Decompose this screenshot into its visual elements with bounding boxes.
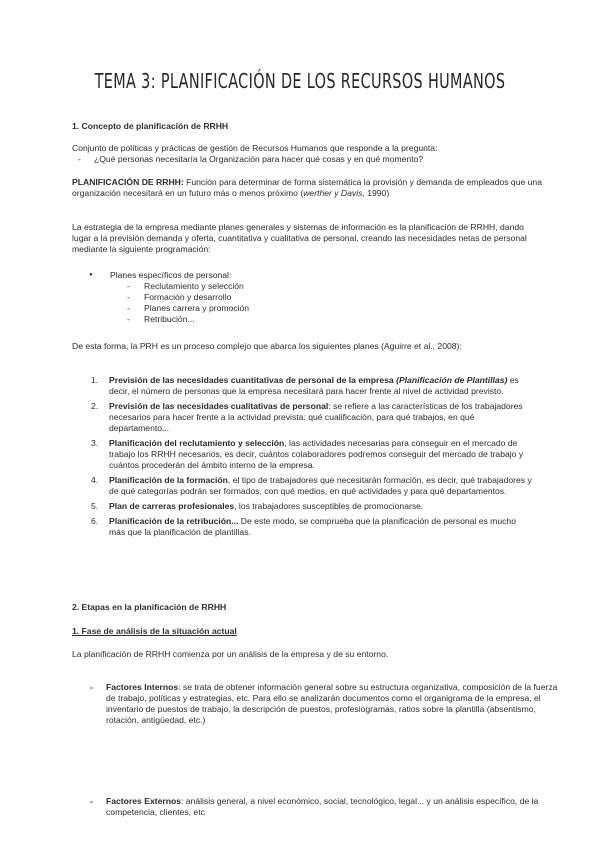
s1-intro: Conjunto de políticas y prácticas de gestión de Recursos Humanos que responde a la pregunta: bbox=[72, 143, 438, 153]
definition-text: Función para determinar de forma sistemática la provisión y demanda de empleados que una organización necesitará en un futuro más o menos próximo ( bbox=[72, 177, 542, 198]
definition-term: PLANIFICACIÓN DE RRHH: bbox=[72, 177, 184, 187]
section-2-heading: 2. Etapas en la planificación de RRHH bbox=[72, 602, 227, 612]
s2-intro: La planificación de RRHH comienza por un análisis de la empresa y de su entorno. bbox=[72, 649, 389, 659]
plans-numbered-list bbox=[72, 375, 532, 542]
definition-citation: werther y Davis bbox=[303, 188, 363, 198]
plan-item: 1. Previsión de las necesidades cuantitativas de personal de la empresa (Planificación de Plantillas) es decir, el número de personas que la empresa necesitará para hacer frente al nivel de actividad previsto. bbox=[91, 375, 519, 396]
internal-factors: - Factores Internos: se trata de obtener información general sobre su estructura organizativa, composición de la fuerza de trabajo, políticas y estrategias, etc. Para ello se analizarán documentos como el organigrama de la empresa, el inventario de puestos de trabajo, la descripción de puestos, profesiogramas, ratios sobre la plantilla (absentismo, rotación, antigüedad, etc.) bbox=[90, 682, 558, 725]
plan-item: 3. Planificación del reclutamiento y selección, las actividades necesarias para conseguir en el mercado de trabajo los RRHH necesarios, es decir, cuántos colaboradores podremos conseguir del mercado de trabajo y cuántos procederán del ámbito interno de la empresa. bbox=[91, 438, 524, 470]
definition-paragraph bbox=[72, 177, 542, 199]
plan-item: 5. Plan de carreras profesionales, los trabajadores susceptibles de promocionarse. bbox=[91, 501, 424, 511]
external-factors: - Factores Externos: análisis general, a nivel económico, social, tecnológico, legal... y un análisis específico, de la competencia, clientes, etc bbox=[90, 796, 539, 817]
s1-question: - ¿Qué personas necesitaría la Organización para hacer qué cosas y en qué momento? bbox=[72, 154, 554, 165]
prh-paragraph: De esta forma, la PRH es un proceso complejo que abarca los siguientes planes (Aguirre et al., 2008): bbox=[72, 341, 462, 351]
plans-subitem: - Formación y desarrollo bbox=[72, 292, 532, 303]
plans-subitem: - Planes carrera y promoción bbox=[72, 303, 532, 314]
plans-subitem: - Retribución... bbox=[72, 314, 532, 325]
strategy-paragraph: La estrategia de la empresa mediante planes generales y sistemas de información es la planificación de RRHH, dando lugar a la previsión demanda y oferta, cuantitativa y cualitativa de personal, creando las necesidades netas de personal mediante la siguiente programación: bbox=[72, 222, 527, 254]
phase-1-heading: 1. Fase de análisis de la situación actual bbox=[72, 626, 237, 636]
page-title: TEMA 3: PLANIFICACIÓN DE LOS RECURSOS HUMANOS bbox=[94, 69, 506, 93]
plan-item: 6. Planificación de la retribución... De este modo, se comprueba que la planificación de personal es mucho más que la planificación de plantillas. bbox=[91, 516, 516, 537]
definition-year: , 1990) bbox=[362, 188, 390, 198]
plans-subitem: - Reclutamiento y selección bbox=[72, 281, 532, 292]
plans-bullet: ● Planes específicos de personal: bbox=[72, 270, 532, 281]
section-1-heading: 1. Concepto de planificación de RRHH bbox=[72, 121, 229, 131]
plans-list bbox=[72, 270, 532, 325]
plan-item: 2. Previsión de las necesidades cualitativas de personal: se refiere a las características de los trabajadores necesarios para hacer frente a la actividad prevista: qué cualificación, para qué trabajos, en qué departamento... bbox=[91, 401, 523, 433]
plan-item: 4. Planificación de la formación, el tipo de trabajadores que necesitarán formación, es decir, qué trabajadores y de qué categorías podrán ser formados, con qué medios, en qué actividades y para qué departamentos. bbox=[91, 475, 532, 496]
